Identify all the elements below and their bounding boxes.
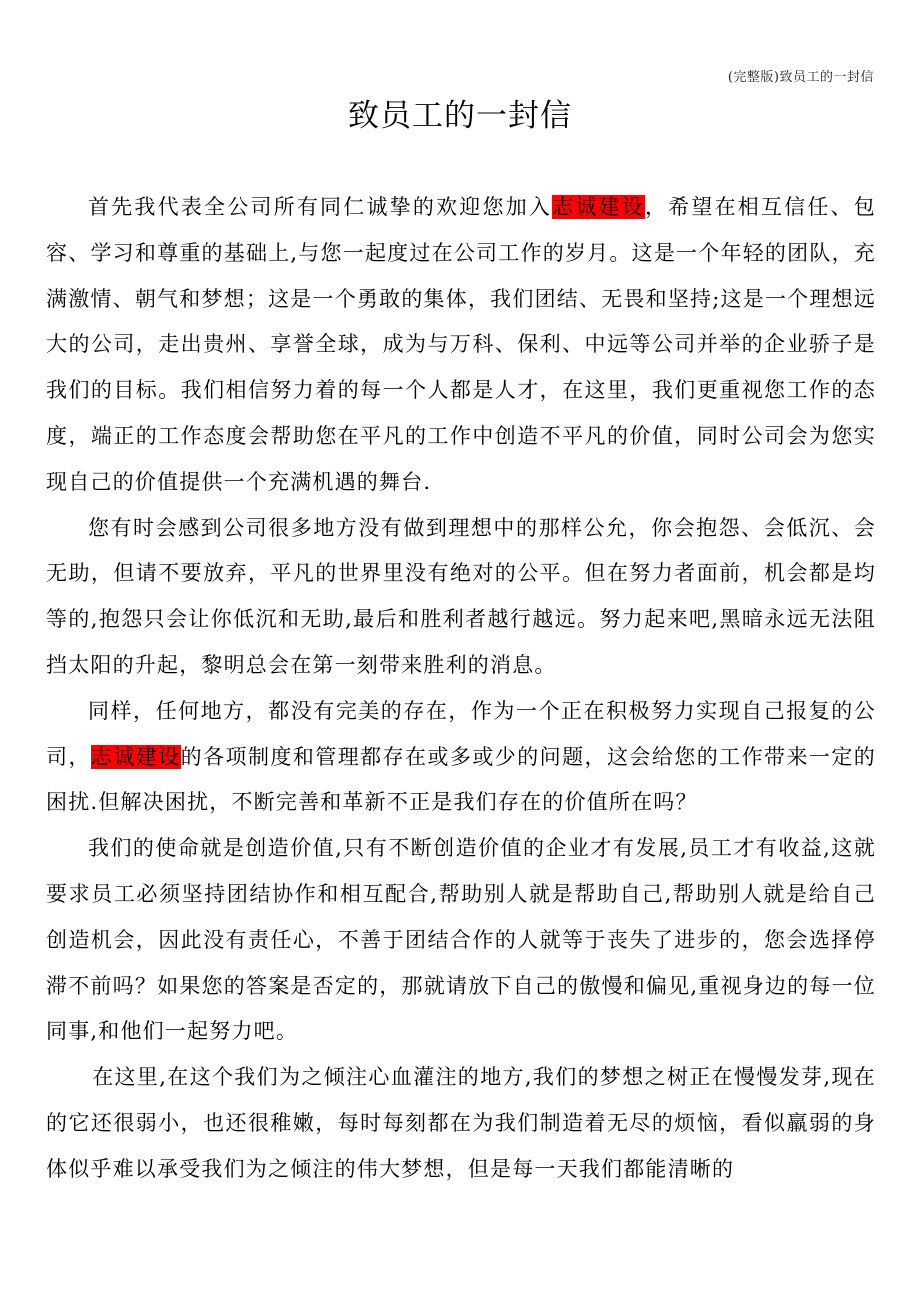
paragraph-encouragement <box>46 506 876 689</box>
paragraph-text: 首先我代表全公司所有同仁诚挚的欢迎您加入 <box>88 195 553 219</box>
company-name-highlight: 志诚建设 <box>90 744 181 769</box>
paragraph-welcome <box>46 185 876 506</box>
paragraph-text: 同样，任何地方，都没有完美的存在，作为一个正在积极努力实现自己报复的公司， <box>46 698 876 769</box>
paragraph-text: 在这里,在这个我们为之倾注心血灌注的地方,我们的梦想之树正在慢慢发芽,现在的它还很弱小，也还很稚嫩，每时每刻都在为我们制造着无尽的烦恼，看似羸弱的身体似乎难以承受我们为之倾注的伟大梦想，但是每一天我们都能清晰的 <box>46 1065 876 1181</box>
paragraph-imperfection <box>46 689 876 826</box>
header-note: (完整版)致员工的一封信 <box>727 70 874 85</box>
paragraph-text: 我们的使命就是创造价值,只有不断创造价值的企业才有发展,员工才有收益,这就要求员工必须坚持团结协作和相互配合,帮助别人就是帮助自己,帮助别人就是给自己创造机会，因此没有责任心，不善于团结合作的人就等于丧失了进步的，您会选择停滞不前吗？如果您的答案是否定的，那就请放下自己的傲慢和偏见,重视身边的每一位同事,和他们一起努力吧。 <box>46 836 876 1044</box>
paragraph-text: ，希望在相互信任、包容、学习和尊重的基础上,与您一起度过在公司工作的岁月。这是一个年轻的团队，充满激情、朝气和梦想；这是一个勇敢的集体，我们团结、无畏和坚持;这是一个理想远大的公司，走出贵州、享誉全球，成为与万科、保利、中远等公司并举的企业骄子是我们的目标。我们相信努力着的每一个人都是人才，在这里，我们更重视您工作的态度，端正的工作态度会帮助您在平凡的工作中创造不平凡的价值，同时公司会为您实现自己的价值提供一个充满机遇的舞台. <box>46 195 877 494</box>
letter-body <box>46 185 876 1193</box>
paragraph-text: 的各项制度和管理都存在或多或少的问题，这会给您的工作带来一定的困扰.但解决困扰，不断完善和革新不正是我们存在的价值所在吗？ <box>46 744 877 815</box>
paragraph-mission <box>46 826 876 1055</box>
company-name-highlight: 志诚建设 <box>552 195 645 219</box>
document-title: 致员工的一封信 <box>348 98 572 134</box>
paragraph-text: 您有时会感到公司很多地方没有做到理想中的那样公允，你会抱怨、会低沉、会无助，但请不要放弃，平凡的世界里没有绝对的公平。但在努力者面前，机会都是均等的,抱怨只会让你低沉和无助,最后和胜利者越行越远。努力起来吧,黑暗永远无法阻挡太阳的升起，黎明总会在第一刻带来胜利的消息。 <box>46 515 876 677</box>
paragraph-dream <box>46 1055 876 1192</box>
